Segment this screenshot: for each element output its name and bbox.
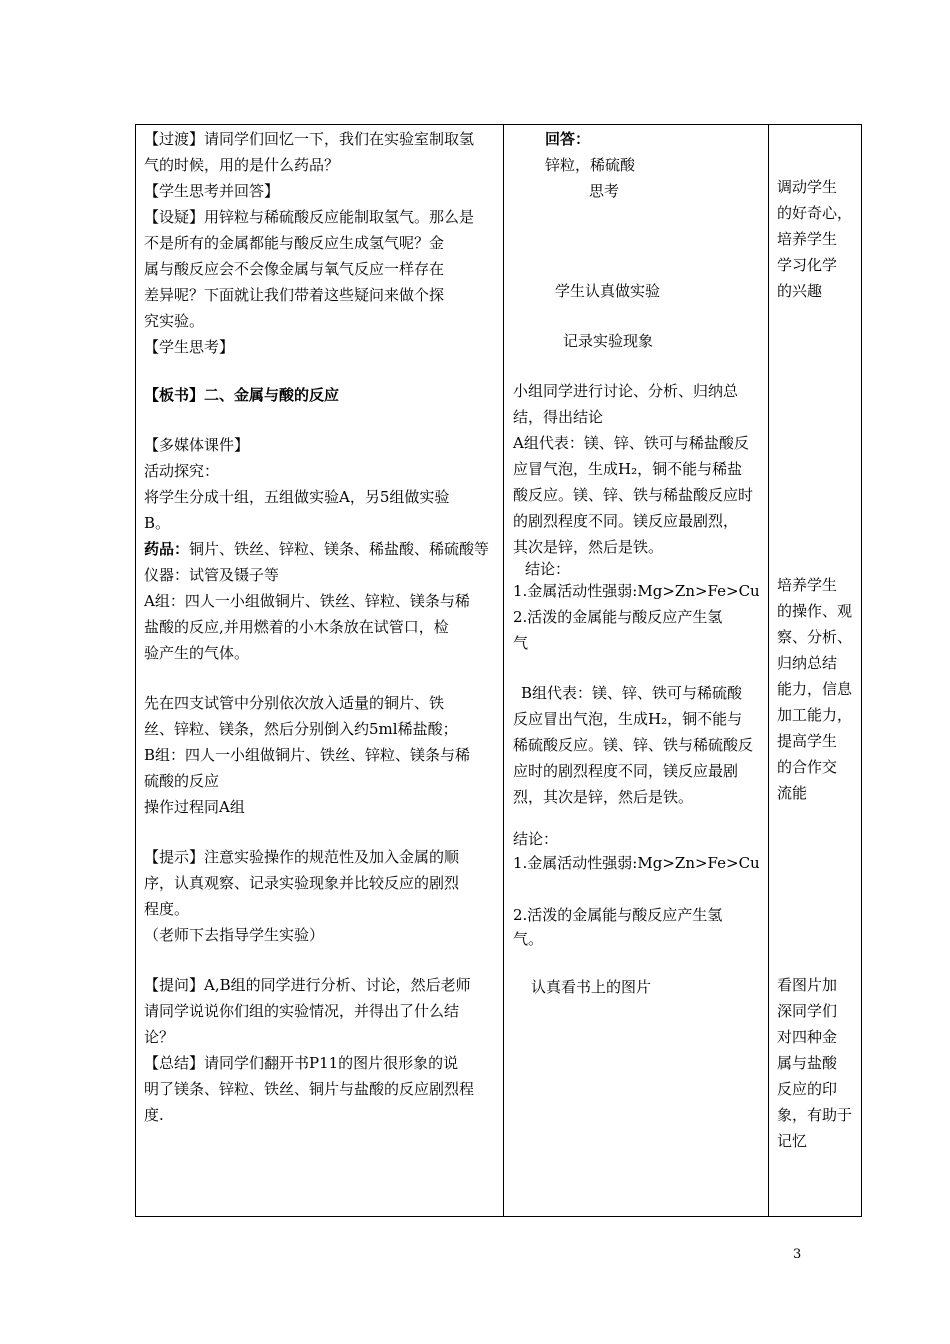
- student-text-line: 应时的剧烈程度不同，镁反应最剧: [513, 762, 739, 780]
- page-number: 3: [793, 1247, 802, 1262]
- teacher-text-line: 差异呢？下面就让我们带着这些疑问来做个探: [144, 286, 445, 304]
- teacher-text-line: 【总结】请同学们翻开书P11的图片很形象的说: [144, 1054, 459, 1072]
- teacher-text-line: 度.: [144, 1106, 164, 1124]
- teacher-text-line: 【多媒体课件】: [144, 436, 250, 454]
- student-text-line: 1.金属活动性强弱:Mg>Zn>Fe>Cu: [513, 854, 760, 872]
- teacher-text-line: 硫酸的反应: [144, 772, 220, 790]
- intent-text-line: 的操作、观: [777, 602, 853, 620]
- intent-text-line: 归纳总结: [777, 654, 838, 672]
- teacher-text-line: B组：四人一小组做铜片、铁丝、锌粒、镁条与稀: [144, 746, 471, 764]
- teacher-text-line: 属与酸反应会不会像金属与氧气反应一样存在: [144, 260, 445, 278]
- teacher-text-line: 【提示】注意实验操作的规范性及加入金属的顺: [144, 848, 460, 866]
- teacher-text-line: 丝、锌粒、镁条，然后分别倒入约5ml稀盐酸；: [144, 720, 458, 738]
- teacher-text-line: 论？: [144, 1028, 175, 1046]
- intent-text-line: 调动学生: [777, 178, 838, 196]
- column-divider-1: [503, 125, 504, 1216]
- student-text-line: 思考: [589, 182, 620, 200]
- teacher-text-line: 请同学说说你们组的实验情况，并得出了什么结: [144, 1002, 460, 1020]
- teacher-text-line: （老师下去指导学生实验）: [144, 926, 325, 944]
- teacher-text-line: B。: [144, 514, 171, 532]
- student-text-line: 其次是锌，然后是铁。: [513, 538, 664, 556]
- intent-text-line: 看图片加: [777, 976, 838, 994]
- intent-text-line: 对四种金: [777, 1028, 838, 1046]
- teacher-text-line: [144, 537, 489, 561]
- intent-text-line: 学习化学: [777, 256, 838, 274]
- student-text-line: 反应冒出气泡，生成H₂，铜不能与: [513, 710, 743, 728]
- intent-text-line: 属与盐酸: [777, 1054, 838, 1072]
- teacher-text-line: 究实验。: [144, 312, 205, 330]
- student-text-line: 烈，其次是锌，然后是铁。: [513, 788, 694, 806]
- student-text-line: 稀硫酸反应。镁、锌、铁与稀硫酸反: [513, 736, 754, 754]
- student-text-line: 应冒气泡，生成H₂，铜不能与稀盐: [513, 460, 743, 478]
- teacher-text-line: 【学生思考并回答】: [144, 182, 280, 200]
- teacher-text-line: 【提问】A,B组的同学进行分析、讨论，然后老师: [144, 976, 471, 994]
- student-text-line: 学生认真做实验: [555, 282, 661, 300]
- teacher-text-line: 活动探究：: [144, 462, 220, 480]
- student-text-line: 认真看书上的图片: [531, 978, 652, 996]
- teacher-text-line: 验产生的气体。: [144, 644, 250, 662]
- intent-text-line: 的合作交: [777, 758, 838, 776]
- teacher-text-line: 仪器：试管及镊子等: [144, 566, 280, 584]
- teacher-text-line: 【板书】二、金属与酸的反应: [144, 386, 340, 404]
- teacher-text-line: 操作过程同A组: [144, 798, 245, 816]
- student-text-line: 结论：: [525, 560, 571, 578]
- student-text-line: 结论：: [513, 830, 559, 848]
- intent-text-line: 能力，信息: [777, 680, 853, 698]
- student-text-line: 记录实验现象: [563, 332, 654, 350]
- teacher-text-line: 盐酸的反应,并用燃着的小木条放在试管口，检: [144, 618, 449, 636]
- student-text-line: 1.金属活动性强弱:Mg>Zn>Fe>Cu: [513, 582, 760, 600]
- column-divider-2: [768, 125, 769, 1216]
- student-text-line: A组代表：镁、锌、铁可与稀盐酸反: [513, 434, 749, 452]
- intent-text-line: 的兴趣: [777, 282, 823, 300]
- teacher-text-line: 将学生分成十组，五组做实验A，另5组做实验: [144, 488, 450, 506]
- teacher-text-line: 【设疑】用锌粒与稀硫酸反应能制取氢气。那么是: [144, 208, 475, 226]
- teacher-text-line: 不是所有的金属都能与酸反应生成氢气呢？金: [144, 234, 445, 252]
- student-text-line: B组代表：镁、锌、铁可与稀硫酸: [521, 684, 743, 702]
- teacher-text-line: 气的时候，用的是什么药品？: [144, 156, 340, 174]
- teacher-text-line: 明了镁条、锌粒、铁丝、铜片与盐酸的反应剧烈程: [144, 1080, 475, 1098]
- intent-text-line: 象，有助于: [777, 1106, 853, 1124]
- intent-text-line: 加工能力，: [777, 706, 853, 724]
- intent-text-line: 的好奇心，: [777, 204, 853, 222]
- teacher-text-line: 【过渡】请同学们回忆一下，我们在实验室制取氢: [144, 130, 475, 148]
- teacher-text-line: A组：四人一小组做铜片、铁丝、锌粒、镁条与稀: [144, 592, 470, 610]
- student-text-line: 酸反应。镁、锌、铁与稀盐酸反应时: [513, 486, 754, 504]
- student-text-line: 气。: [513, 930, 544, 948]
- intent-text-line: 培养学生: [777, 576, 838, 594]
- intent-text-line: 深同学们: [777, 1002, 838, 1020]
- student-text-line: 气: [513, 634, 529, 652]
- teacher-text-line: 序，认真观察、记录实验现象并比较反应的剧烈: [144, 874, 460, 892]
- intent-text-line: 察、分析、: [777, 628, 853, 646]
- teacher-text-line: 【学生思考】: [144, 338, 235, 356]
- student-text-line: 锌粒，稀硫酸: [545, 156, 636, 174]
- intent-text-line: 记忆: [777, 1132, 808, 1150]
- intent-text-line: 流能: [777, 784, 808, 802]
- lesson-table: [135, 124, 862, 1217]
- intent-text-line: 培养学生: [777, 230, 838, 248]
- student-text-line: 的剧烈程度不同。镁反应最剧烈，: [513, 512, 739, 530]
- intent-text-line: 提高学生: [777, 732, 838, 750]
- student-text-line: 小组同学进行讨论、分析、归纳总: [513, 382, 739, 400]
- teacher-text-line: 程度。: [144, 900, 190, 918]
- bold-label: 药品：: [144, 540, 190, 558]
- label-value: 铜片、铁丝、锌粒、镁条、稀盐酸、稀硫酸等: [189, 540, 490, 558]
- teacher-text-line: 先在四支试管中分别依次放入适量的铜片、铁: [144, 694, 445, 712]
- student-text-line: 回答：: [545, 130, 591, 148]
- student-text-line: 结，得出结论: [513, 408, 604, 426]
- intent-text-line: 反应的印: [777, 1080, 838, 1098]
- student-text-line: 2.活泼的金属能与酸反应产生氢: [513, 608, 723, 626]
- student-text-line: 2.活泼的金属能与酸反应产生氢: [513, 906, 723, 924]
